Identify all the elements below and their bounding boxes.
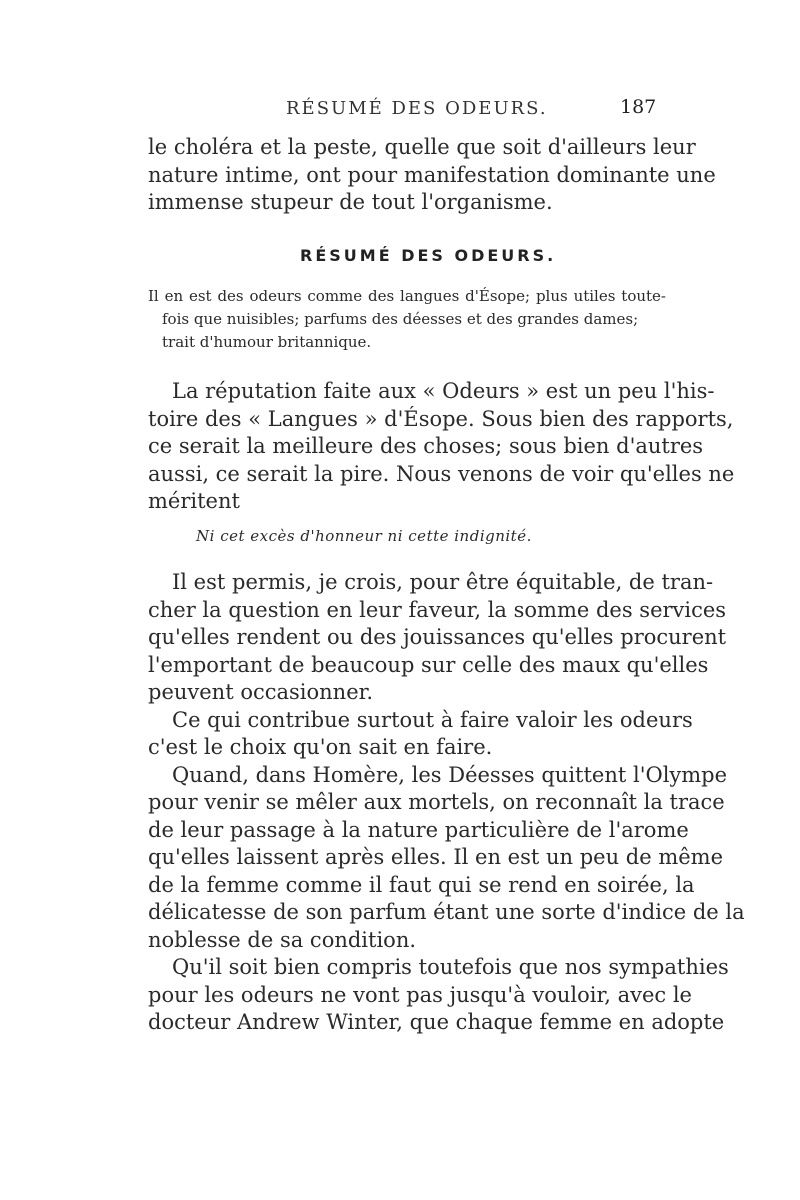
- text-line: de la femme comme il faut qui se rend en soirée, la: [148, 872, 695, 897]
- text-line: docteur Andrew Winter, que chaque femme en adopte: [148, 1010, 725, 1034]
- text-line: qu'elles laissent après elles. Il en est un peu de même: [148, 845, 724, 869]
- text-line: nature intime, ont pour manifestation dominante une: [148, 162, 716, 187]
- text-line: c'est le choix qu'on sait en faire.: [148, 735, 493, 759]
- text-line: de leur passage à la nature particulière de l'arome: [148, 817, 689, 842]
- text-line: aussi, ce serait la pire. Nous venons de voir qu'elles ne: [148, 461, 735, 486]
- running-head: RÉSUMÉ DES ODEURS.: [286, 98, 548, 119]
- text-line: peuvent occasionner.: [148, 680, 374, 704]
- text-line: méritent: [148, 489, 240, 513]
- text-line: La réputation faite aux « Odeurs » est un peu l'his-: [172, 379, 715, 403]
- section-summary: [148, 285, 666, 354]
- text-line: l'emportant de beaucoup sur celle des maux qu'elles: [148, 652, 709, 677]
- page-number: 187: [620, 96, 657, 118]
- paragraph-main: [148, 569, 745, 1037]
- text-line: ce serait la meilleure des choses; sous bien d'autres: [148, 434, 704, 458]
- text-line: toire des « Langues » d'Ésope. Sous bien des rapports,: [148, 406, 734, 431]
- text-line: Ce qui contribue surtout à faire valoir les odeurs: [172, 707, 693, 732]
- text-line: pour les odeurs ne vont pas jusqu'à vouloir, avec le: [148, 982, 692, 1007]
- text-line: Qu'il soit bien compris toutefois que nos sympathies: [172, 955, 729, 979]
- text-line: immense stupeur de tout l'organisme.: [148, 190, 553, 214]
- summary-line: fois que nuisibles; parfums des déesses et des grandes dames;: [162, 310, 639, 328]
- text-line: délicatesse de son parfum étant une sorte d'indice de la: [148, 900, 745, 924]
- text-line: pour venir se mêler aux mortels, on reconnaît la trace: [148, 790, 725, 814]
- paragraph-reputation: [148, 378, 735, 516]
- text-line: noblesse de sa condition.: [148, 927, 417, 952]
- text-line: Il est permis, je crois, pour être équitable, de tran-: [172, 570, 714, 594]
- text-line: Quand, dans Homère, les Déesses quittent l'Olympe: [172, 762, 728, 787]
- opening-paragraph: [148, 134, 716, 217]
- verse-quote: Ni cet excès d'honneur ni cette indignité.: [196, 527, 532, 545]
- text-line: cher la question en leur faveur, la somme des services: [148, 597, 727, 622]
- summary-line: trait d'humour britannique.: [162, 333, 372, 351]
- text-line: qu'elles rendent ou des jouissances qu'elles procurent: [148, 625, 727, 649]
- text-line: le choléra et la peste, quelle que soit d'ailleurs leur: [148, 135, 696, 159]
- summary-line: Il en est des odeurs comme des langues d'Ésope; plus utiles toute-: [148, 287, 666, 305]
- section-title: RÉSUMÉ DES ODEURS.: [300, 246, 557, 265]
